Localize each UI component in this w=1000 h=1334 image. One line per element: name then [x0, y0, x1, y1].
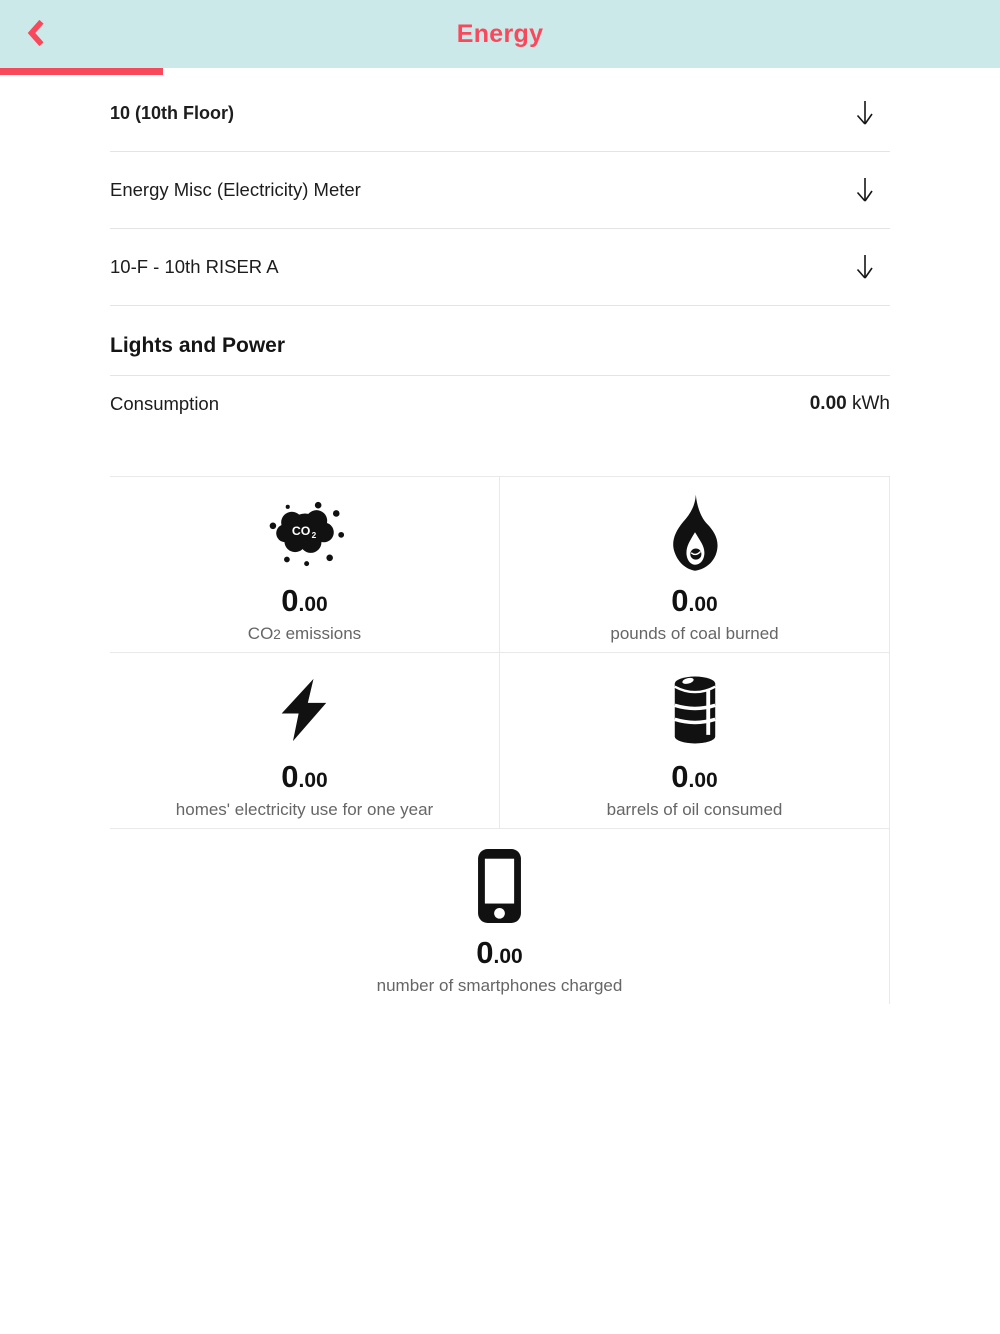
selector-meter[interactable] [110, 152, 890, 229]
stat-card-smartphones [110, 828, 890, 1004]
main-content [110, 75, 890, 1004]
arrow-down-icon[interactable] [852, 98, 878, 128]
stat-card-coal [500, 476, 890, 652]
flame-icon [664, 491, 726, 577]
arrow-down-icon[interactable] [852, 252, 878, 282]
chevron-left-icon [25, 18, 51, 51]
stat-value: 0.00 [281, 583, 328, 618]
smartphone-icon [476, 843, 523, 929]
selector-floor-label: 10 (10th Floor) [110, 102, 235, 123]
consumption-label: Consumption [110, 393, 220, 414]
stat-card-oil [500, 652, 890, 828]
svg-text:2: 2 [311, 531, 316, 541]
stat-value: 0.00 [281, 759, 328, 794]
stat-card-homes [110, 652, 500, 828]
oil-barrel-icon [667, 667, 723, 753]
selector-meter-label: Energy Misc (Electricity) Meter [110, 179, 361, 200]
stat-label: homes' electricity use for one year [175, 800, 434, 819]
selector-riser[interactable] [110, 229, 890, 306]
stat-label: number of smartphones charged [376, 976, 623, 995]
progress-fill [0, 68, 163, 75]
stat-label: barrels of oil consumed [606, 800, 783, 819]
lightning-bolt-icon [271, 667, 339, 753]
consumption-unit: kWh [852, 393, 890, 414]
selector-riser-label: 10-F - 10th RISER A [110, 256, 279, 277]
stat-value: 0.00 [671, 759, 718, 794]
section-title: Lights and Power [110, 306, 890, 376]
arrow-down-icon[interactable] [852, 175, 878, 205]
back-button[interactable] [16, 13, 60, 55]
stat-value: 0.00 [671, 583, 718, 618]
stat-value: 0.00 [476, 935, 523, 970]
selector-floor[interactable] [110, 75, 890, 152]
progress-track [0, 68, 1000, 75]
svg-text:CO: CO [291, 523, 310, 538]
stat-label: pounds of coal burned [610, 624, 779, 643]
consumption-row [110, 376, 890, 431]
app-header [0, 0, 1000, 68]
stat-card-co2 [110, 476, 500, 652]
co2-cloud-icon [262, 491, 348, 577]
equivalents-grid [110, 476, 890, 1004]
stat-label: CO2 emissions [247, 624, 362, 643]
page-title: Energy [456, 19, 544, 48]
consumption-value: 0.00 kWh [809, 393, 890, 414]
